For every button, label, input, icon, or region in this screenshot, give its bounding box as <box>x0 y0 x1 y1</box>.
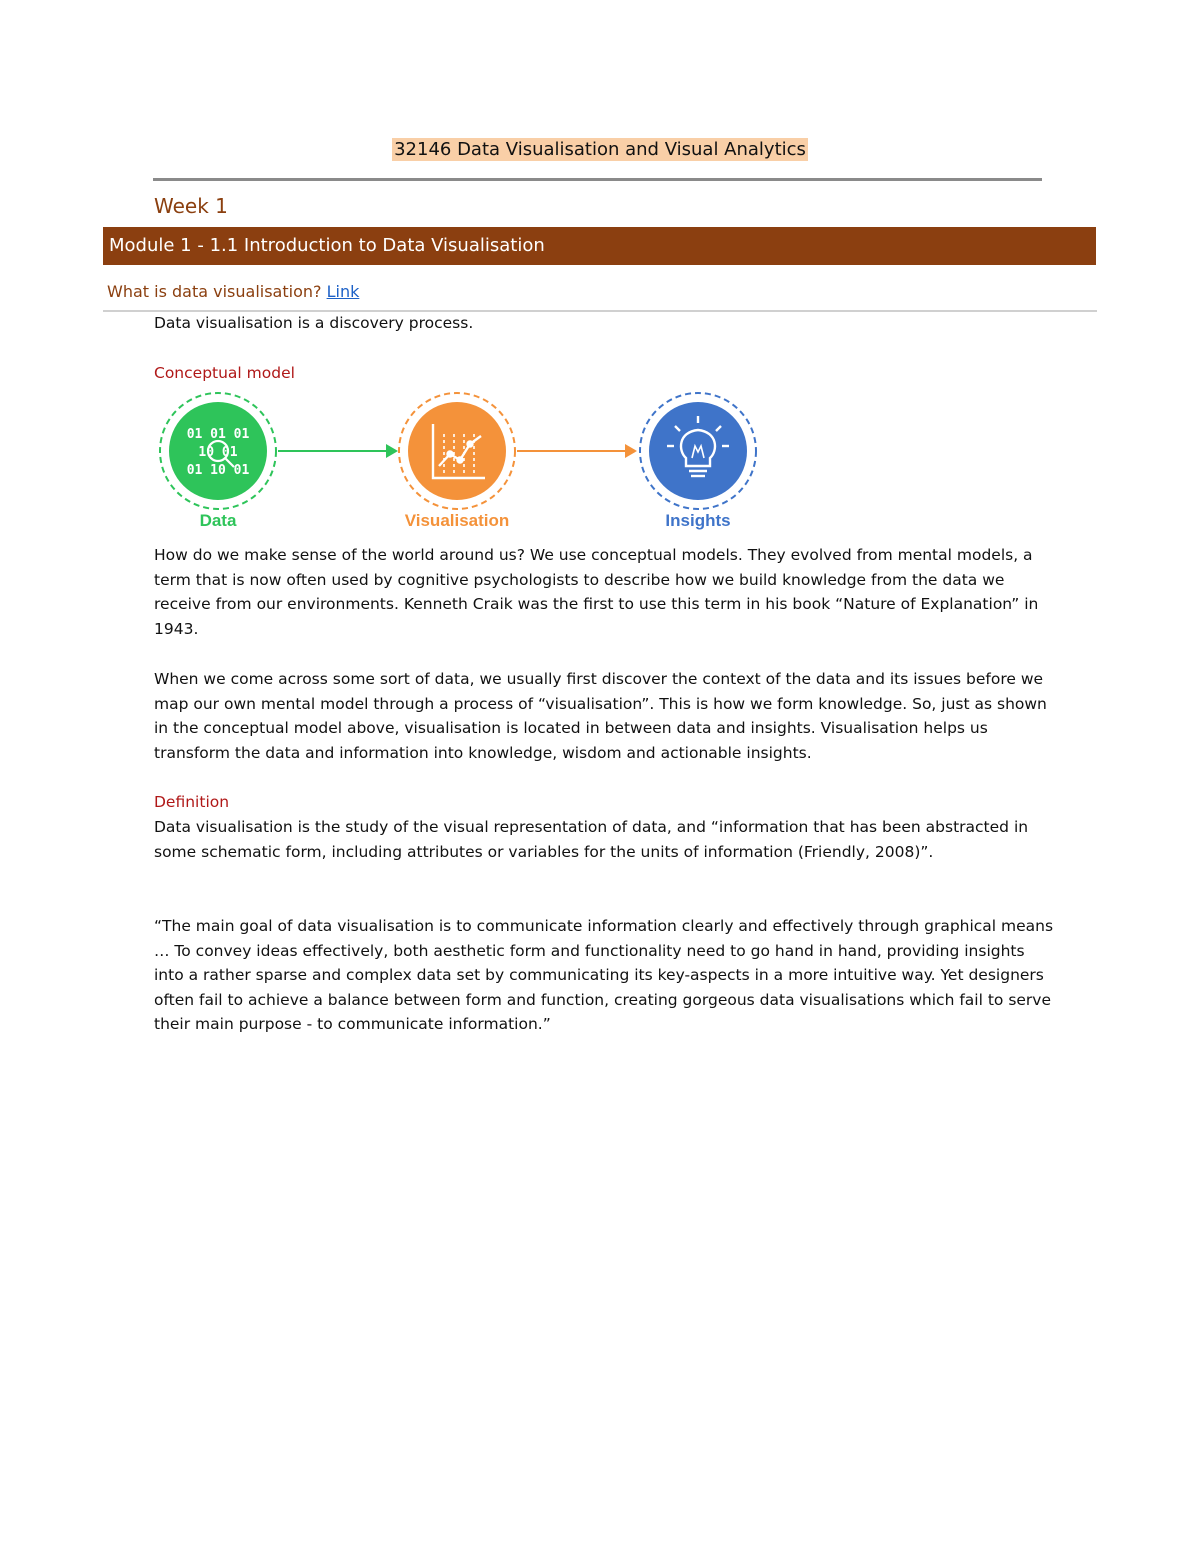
visualisation-node <box>399 393 515 530</box>
data-label: Data <box>199 511 237 530</box>
paragraph-mental-models: How do we make sense of the world around us? We use conceptual models. They evolved from mental models, a term that is now often used by cognitive psychologists to describe how we build knowledge from the data we receive from our environments. Kenneth Craik was the first to use this term in his book “Nature of Explanation” in 1943. <box>154 546 1039 638</box>
section-question: What is data visualisation? <box>107 282 322 301</box>
page-title <box>0 137 1200 163</box>
svg-text:10 01: 10 01 <box>198 445 238 460</box>
intro-paragraph: Data visualisation is a discovery process. <box>154 314 474 332</box>
section-link[interactable]: Link <box>326 282 360 301</box>
data-node <box>160 393 276 530</box>
arrow-data-to-visualisation <box>278 444 398 458</box>
definition-heading: Definition <box>154 793 230 811</box>
svg-text:01 10 01: 01 10 01 <box>186 463 250 478</box>
module-banner: Module 1 - 1.1 Introduction to Data Visualisation <box>103 227 1096 265</box>
svg-text:01 01 01: 01 01 01 <box>186 427 250 442</box>
page-title-text: 32146 Data Visualisation and Visual Analytics <box>394 139 806 160</box>
definition-paragraph: Data visualisation is the study of the visual representation of data, and “information that has been abstracted in some schematic form, including attributes or variables for the units of information (Friendly, 2008)”. <box>154 818 1029 861</box>
visualisation-label: Visualisation <box>404 511 510 530</box>
paragraph-visualisation-process: When we come across some sort of data, we usually first discover the context of the data and its issues before we map our own mental model through a process of “visualisation”. This is how we form knowledge. So, just as shown in the conceptual model above, visualisation is located in between data and insights. Visualisation helps us transform the data and information into knowledge, wisdom and actionable insights. <box>154 670 1047 762</box>
conceptual-model-heading: Conceptual model <box>154 364 295 382</box>
title-divider <box>153 178 1042 181</box>
week-heading: Week 1 <box>154 194 228 218</box>
quote-paragraph: “The main goal of data visualisation is to communicate information clearly and effectively through graphical means … To convey ideas effectively, both aesthetic form and functionality need to go hand in hand, providing insights into a rather sparse and complex data set by communicating its key-aspects in a more intuitive way. Yet designers often fail to achieve a balance between form and function, creating gorgeous data visualisations which fail to serve their main purpose - to communicate information.” <box>154 917 1054 1034</box>
arrow-visualisation-to-insights <box>517 444 637 458</box>
section-heading <box>107 280 359 304</box>
conceptual-model-diagram <box>150 388 770 533</box>
insights-label: Insights <box>665 511 731 530</box>
insights-node <box>640 393 756 530</box>
